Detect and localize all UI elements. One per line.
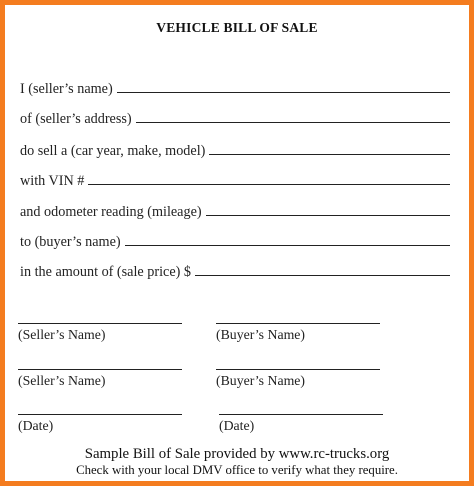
sig-seller-date[interactable] [18,414,182,434]
field-label: I (seller’s name) [20,81,113,97]
field-line[interactable] [136,122,450,123]
sig-seller-name-1[interactable] [18,323,182,343]
field-line[interactable] [209,154,450,155]
signature-line[interactable] [216,369,380,370]
document-title: VEHICLE BILL OF SALE [156,20,318,35]
footer-source-line: Sample Bill of Sale provided by www.rc-trucks.org [84,446,390,462]
field-line[interactable] [88,184,450,185]
field-sellers-name[interactable] [20,78,450,98]
signature-label: (Buyer’s Name) [216,327,306,342]
signature-line[interactable] [18,369,182,370]
field-label: and odometer reading (mileage) [20,204,202,220]
field-sale-price[interactable] [20,261,450,281]
field-line[interactable] [125,245,450,246]
field-label: do sell a (car year, make, model) [20,143,206,159]
signature-label: (Seller’s Name) [18,327,106,342]
signature-label: (Date) [18,418,54,433]
field-sellers-address[interactable] [20,108,450,128]
sig-buyer-name-1[interactable] [216,323,380,343]
field-line[interactable] [206,215,450,216]
signature-label: (Date) [219,418,255,433]
field-vin[interactable] [20,170,450,190]
field-label: to (buyer’s name) [20,234,121,250]
field-label: of (seller’s address) [20,111,132,127]
field-line[interactable] [117,92,450,93]
field-line[interactable] [195,275,450,276]
sig-buyer-name-2[interactable] [216,369,380,389]
field-vehicle-description[interactable] [20,140,450,160]
field-label: with VIN # [20,173,85,189]
signature-line[interactable] [216,323,380,324]
signature-label: (Buyer’s Name) [216,373,306,388]
signature-line[interactable] [18,414,182,415]
signature-line[interactable] [219,414,383,415]
field-odometer[interactable] [20,201,450,221]
signature-line[interactable] [18,323,182,324]
footer-dmv-note: Check with your local DMV office to verify what they require. [76,463,398,477]
signature-label: (Seller’s Name) [18,373,106,388]
field-buyers-name[interactable] [20,231,450,251]
sig-buyer-date[interactable] [219,414,383,434]
field-label: in the amount of (sale price) $ [20,264,191,280]
sig-seller-name-2[interactable] [18,369,182,389]
